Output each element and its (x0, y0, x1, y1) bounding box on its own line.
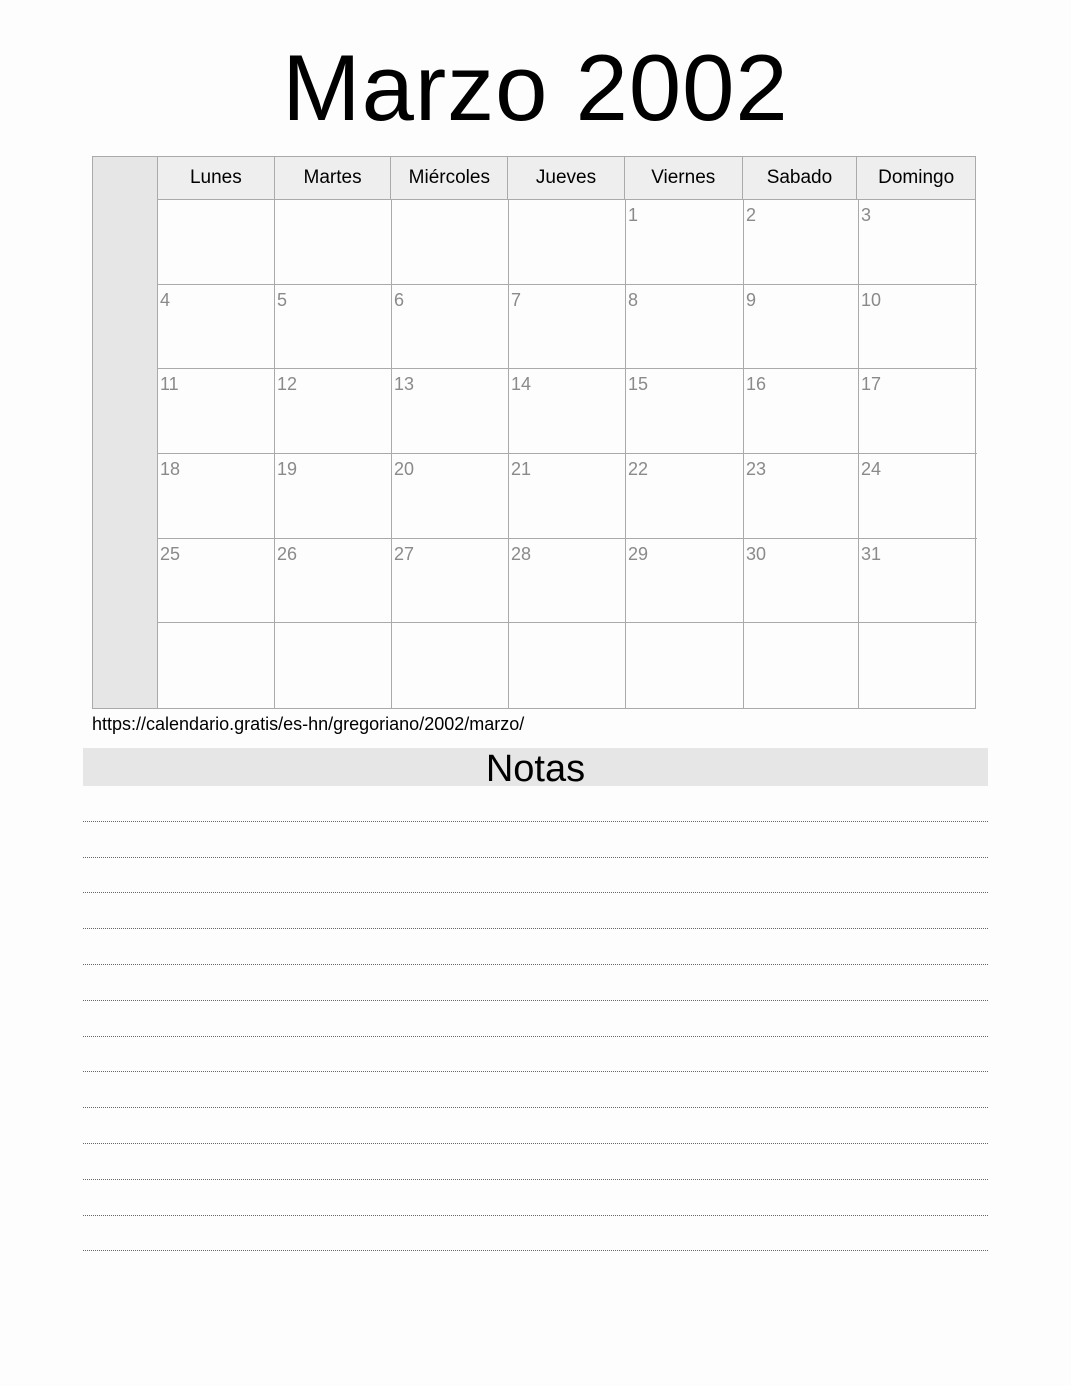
day-cell: 30 (744, 539, 859, 623)
weekday-header: Lunes (158, 157, 275, 199)
week-row (158, 369, 977, 454)
day-cell (275, 623, 392, 708)
day-cell: 24 (861, 458, 882, 479)
note-line (83, 858, 988, 894)
note-line (83, 1001, 988, 1037)
day-cell: 21 (509, 454, 626, 538)
day-cell (509, 200, 626, 284)
day-cell: 26 (275, 539, 392, 623)
day-cell (859, 623, 977, 708)
note-line (83, 929, 988, 965)
weekday-header: Domingo (878, 167, 955, 188)
note-line (83, 786, 988, 822)
week-row (158, 200, 977, 285)
calendar-grid (92, 156, 976, 709)
day-cell (158, 623, 275, 708)
day-cell (509, 623, 626, 708)
day-cell: 2 (744, 200, 859, 284)
day-cell: 10 (861, 289, 882, 310)
day-cell: 14 (509, 369, 626, 453)
day-grid (158, 200, 975, 708)
note-line (83, 1180, 988, 1216)
weekday-header: Viernes (625, 157, 743, 199)
weekday-header: Miércoles (391, 157, 508, 199)
day-cell: 31 (861, 543, 882, 564)
weekday-header: Martes (275, 157, 392, 199)
week-row (158, 623, 977, 708)
day-cell (392, 623, 509, 708)
week-row (158, 285, 977, 370)
week-row (158, 454, 977, 539)
day-cell: 12 (275, 369, 392, 453)
note-line (83, 1216, 988, 1252)
source-url: https://calendario.gratis/es-hn/gregoriano/2002/marzo/ (92, 714, 525, 734)
day-cell: 19 (275, 454, 392, 538)
page-title: Marzo 2002 (282, 35, 789, 140)
weekday-header: Jueves (508, 157, 625, 199)
note-line (83, 1072, 988, 1108)
note-line (83, 1037, 988, 1073)
day-cell: 20 (392, 454, 509, 538)
day-cell: 29 (626, 539, 744, 623)
day-cell: 22 (626, 454, 744, 538)
week-row (158, 539, 977, 624)
week-number-column (93, 157, 158, 708)
day-cell: 11 (158, 369, 275, 453)
day-cell: 15 (626, 369, 744, 453)
day-cell: 25 (158, 539, 275, 623)
day-cell: 7 (509, 285, 626, 369)
day-cell: 28 (509, 539, 626, 623)
day-cell: 17 (861, 374, 882, 395)
day-cell: 4 (158, 285, 275, 369)
day-cell: 9 (744, 285, 859, 369)
note-line (83, 1108, 988, 1144)
day-cell: 6 (392, 285, 509, 369)
day-cell (626, 623, 744, 708)
day-cell: 13 (392, 369, 509, 453)
day-cell: 8 (626, 285, 744, 369)
notes-lines (83, 786, 988, 1251)
day-cell: 1 (626, 200, 744, 284)
weekday-header-row (158, 157, 975, 200)
day-cell: 18 (158, 454, 275, 538)
day-cell (158, 200, 275, 284)
day-cell (275, 200, 392, 284)
day-cell (744, 623, 859, 708)
day-cell: 5 (275, 285, 392, 369)
day-cell: 23 (744, 454, 859, 538)
note-line (83, 822, 988, 858)
day-cell: 16 (744, 369, 859, 453)
note-line (83, 1144, 988, 1180)
weekday-header: Sabado (743, 157, 858, 199)
note-line (83, 893, 988, 929)
day-cell (392, 200, 509, 284)
day-cell: 3 (861, 205, 872, 225)
note-line (83, 965, 988, 1001)
notes-title: Notas (83, 748, 988, 786)
day-cell: 27 (392, 539, 509, 623)
